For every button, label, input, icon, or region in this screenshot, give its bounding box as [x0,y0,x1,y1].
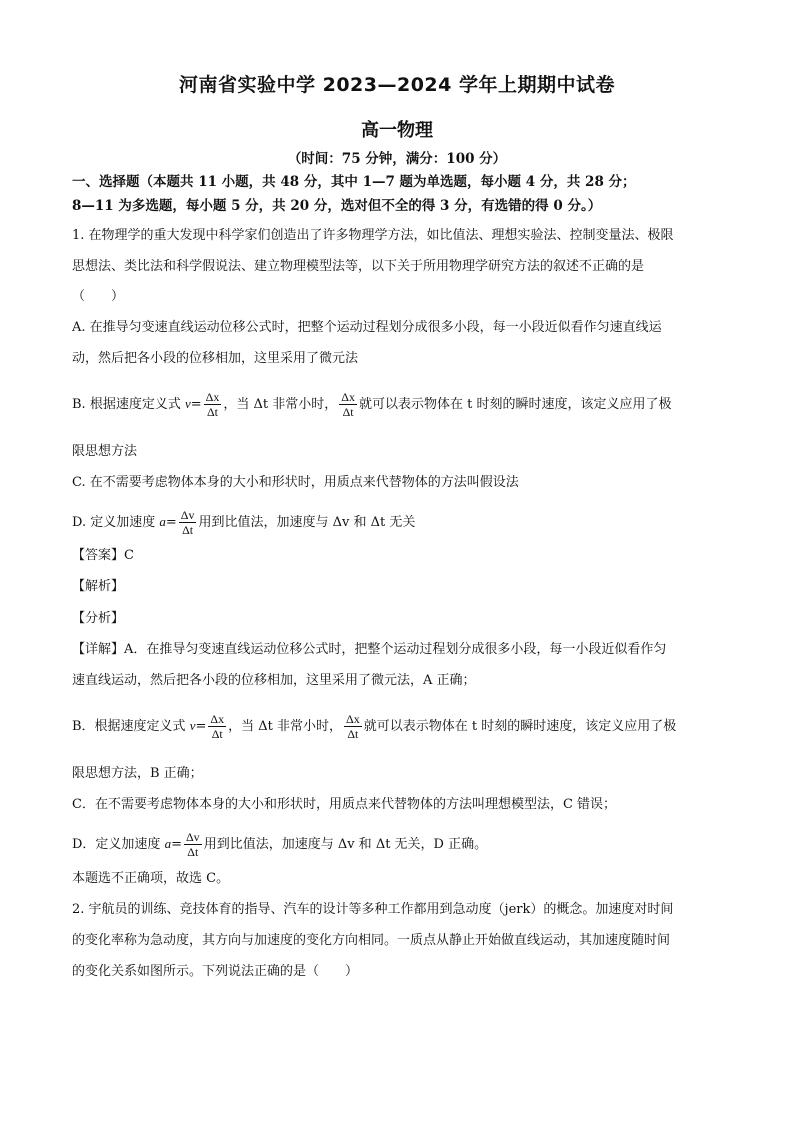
fraction-denominator: Δt [187,845,199,859]
q1-detail-d-suffix: 用到比值法，加速度与 Δv 和 Δt 无关，D 正确。 [203,837,488,852]
q2-stem-line2: 的变化率称为急动度，其方向与加速度的变化方向相同。一质点从静止开始做直线运动，其加速度随时间 [72,933,671,948]
q1-detail-b-mid: ，当 Δt 非常小时， [228,719,342,734]
q1-detail-b-suffix: 就可以表示物体在 t 时刻的瞬时速度，该定义应用了极 [363,719,677,734]
fraction-numerator: Δx [205,390,220,404]
exam-meta: （时间：75 分钟，满分：100 分） [287,151,507,167]
q1-breakdown-heading: 【分析】 [72,611,125,626]
q1-option-b-mid: ，当 Δt 非常小时， [223,397,338,412]
q1-option-d-equals: = [165,515,177,530]
q1-option-a-line1: A. 在推导匀变速直线运动位移公式时，把整个运动过程划分成很多小段，每一小段近似看作匀速直线运 [72,320,662,335]
exam-subject: 高一物理 [361,120,433,141]
q1-stem-line1: 1. 在物理学的重大发现中科学家们创造出了许多物理学方法，如比值法、理想实验法、控制变量法、极限 [72,228,674,243]
q1-detail-c: C．在不需要考虑物体本身的大小和形状时，用质点来代替物体的方法叫理想模型法，C 错误； [72,797,617,812]
fraction-dx-dt [208,712,226,741]
q1-detail-b-prefix: B．根据速度定义式 [72,719,190,734]
q1-option-b-line1 [72,390,732,419]
q1-option-d [72,508,732,537]
q1-conclusion: 本题选不正确项，故选 C。 [72,871,230,886]
fraction-dv-dt [179,508,197,537]
fraction-numerator: Δx [341,390,355,404]
fraction-denominator: Δt [206,405,219,419]
q1-option-b-suffix: 就可以表示物体在 t 时刻的瞬时速度，该定义应用了极 [358,397,672,412]
exam-title: 河南省实验中学 2023—2024 学年上期期中试卷 [179,74,615,96]
fraction-denominator: Δt [182,523,194,537]
fraction-numerator: Δx [345,712,360,726]
section-heading-line2: 8—11 为多选题，每小题 5 分，共 20 分，选对但不全的得 3 分，有选错的得 0 分。） [72,198,602,214]
fraction-dx-dt [204,390,222,419]
q2-stem-line3: 的变化关系如图所示。下列说法正确的是（ ） [72,964,359,979]
fraction-numerator: Δv [185,830,200,844]
q1-detail-a-line1: 【详解】A．在推导匀变速直线运动位移公式时，把整个运动过程划分成很多小段，每一小段近似看作匀 [72,642,667,657]
q1-option-b-prefix: B. 根据速度定义式 [72,397,185,412]
fraction-dv-dt [184,830,202,859]
q1-stem-line2: 思想法、类比法和科学假说法、建立物理模型法等，以下关于所用物理学研究方法的叙述不正确的是 [72,259,645,274]
q1-option-d-prefix: D. 定义加速度 [72,515,160,530]
q1-detail-a-line2: 速直线运动，然后把各小段的位移相加，这里采用了微元法，A 正确； [72,673,476,688]
q1-detail-d-equals: = [171,837,182,852]
fraction-denominator: Δt [342,405,354,419]
q1-stem-line3: （ ） [72,289,125,304]
q1-option-b-line2: 限思想方法 [72,444,138,459]
q1-option-a-line2: 动，然后把各小段的位移相加，这里采用了微元法 [72,351,359,366]
fraction-numerator: Δv [180,508,195,522]
fraction-numerator: Δx [210,712,225,726]
q1-answer: 【答案】C [72,548,134,563]
fraction-denominator: Δt [211,727,223,741]
q1-option-d-var: a [159,514,166,529]
q1-detail-b-line1 [72,712,732,741]
q1-option-b-equals: = [190,397,202,412]
q1-detail-d-var: a [164,836,172,851]
q1-detail-d [72,830,732,859]
fraction-dx-dt [339,390,357,419]
q1-option-d-suffix: 用到比值法，加速度与 Δv 和 Δt 无关 [198,515,416,530]
q1-detail-d-prefix: D．定义加速度 [72,837,165,852]
fraction-denominator: Δt [347,727,359,741]
fraction-dx-dt [344,712,362,741]
q1-detail-b-var: v [189,718,196,733]
q1-detail-b-equals: = [195,719,207,734]
q1-option-b-var: v [184,396,191,411]
q1-option-c: C. 在不需要考虑物体本身的大小和形状时，用质点来代替物体的方法叫假设法 [72,475,519,490]
section-heading-line1: 一、选择题（本题共 11 小题，共 48 分，其中 1—7 题为单选题，每小题 4 分，共 28 分； [72,174,636,190]
q2-stem-line1: 2. 宇航员的训练、竞技体育的指导、汽车的设计等多种工作都用到急动度（jerk）的概念。加速度对时间 [72,902,674,917]
q1-analysis-heading: 【解析】 [72,579,125,594]
q1-detail-b-line2: 限思想方法，B 正确； [72,766,203,781]
